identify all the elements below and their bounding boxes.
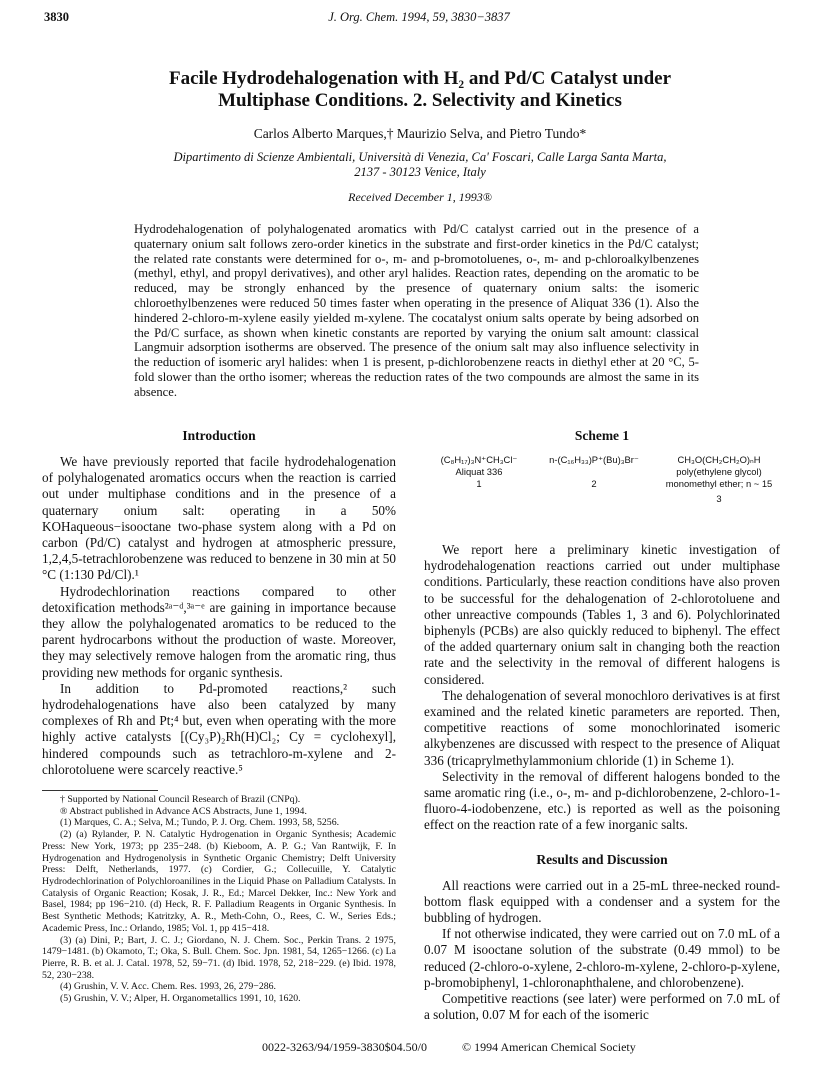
compound-1-name: Aliquat 336 [455, 466, 503, 477]
intro-paragraph-1: We have previously reported that facile hydrodehalogenation of polyhalogenated aromatics occurs when the reaction is carried out under multiphase conditions and in the presence of a quaternary onium salt: operating in a 50% KOHaqueous−isooctane two-phase system along with a Pd on carbon (Pd/C) catalyst and hydrogen at atmospheric pressure, 1,2,4,5-tetrachlorobenzene was reduced to benzene in 30 min at 50 °C (1:130 Pd/Cl).¹ [42, 454, 396, 583]
compound-3 [656, 454, 782, 505]
abstract: Hydrodehalogenation of polyhalogenated aromatics with Pd/C catalyst carried out in the presence of a quaternary onium salt follows zero-order kinetics in the substrate and first-order kinetics in the Pd/C catalyst; the related rate constants were determined for o-, m- and p-bromotoluenes, o-, m- and p-chloroalkylbenzenes (methyl, ethyl, and propyl derivatives), and other aryl halides. Reaction rates, depending on the aromatic to be reduced, may be strongly enhanced by the presence of quaternary onium salts: the isomeric chloroethylbenzenes were reduced 50 times faster when operating in the presence of Aliquat 336 (1). Also the hindered 2-chloro-m-xylene easily yielded m-xylene. The cocatalyst onium salts operate by being adsorbed on the Pd/C surface, as shown when kinetic constants are reported by varying the onium salt amount: classical Langmuir adsorption isotherms are observed. The presence of the onium salt may also influence selectivity in the reduction of isomeric aryl halides: when 1 is present, p-dichlorobenzene reacts in diethyl ether at 20 °C, 5-fold slower than the ortho isomer; whereas the reduction rates of the two compounds are almost the same in its absence. [134, 222, 699, 399]
right-column [424, 428, 780, 1023]
title-line-1: Facile Hydrodehalogenation with H₂ and Pd/C Catalyst under [168, 68, 672, 89]
results-paragraph-1: All reactions were carried out in a 25-mL three-necked round-bottom flask equipped with a condenser and a system for the bubbling of hydrogen. [424, 877, 780, 926]
journal-citation: J. Org. Chem. 1994, 59, 3830−3837 [328, 10, 510, 24]
page-number: 3830 [44, 10, 69, 24]
affiliation-line-1: Dipartimento di Scienze Ambientali, Università di Venezia, Ca' Foscari, Calle Larga Santa Marta, [173, 150, 667, 164]
footnote-ref-4: (4) Grushin, V. V. Acc. Chem. Res. 1993, 26, 279−286. [60, 981, 276, 993]
introduction-heading: Introduction [182, 428, 256, 443]
results-paragraph-2: If not otherwise indicated, they were carried out on 7.0 mL of a 0.07 M isooctane solution of the substrate (0.49 mmol) to be reduced (2-chloro-o-xylene, 2-chloro-m-xylene, 2-chloro-p-xylene, p-bromobiphenyl, 1-chloronaphthalene, and chlorobenzene). [424, 926, 780, 990]
compound-3-formula: CH₃O(CH₂CH₂O)ₙH [677, 454, 761, 465]
footnote-ref-2: (2) (a) Rylander, P. N. Catalytic Hydrogenation in Organic Synthesis; Academic Press: New York, 1973; pp 235−248. (b) Kieboom, A. P. G.; Van Rantwijk, F. In Hydrogenation and Hydrogenolysis in Synthetic Organic Chemistry; Delft University Press: Delft, Netherlands, 1977. (c) Cordier, G.; Collecuille, Y. Catalytic Hydrodechlorination of Polychloroanilines in the Liquid Phase on Palladium Catalysts. In Catalysis of Organic Reaction; Kosak, J. R., Ed.; Marcel Dekker, Inc.: New York and Basel, 1984; pp 196−210. (d) Heck, R. F. Palladium Reagents in Organic Synthesis. In Best Synthetic Methods; Katritzky, A. R., Meth-Cohn, O., Rees, C. W., Series Eds.; Academic Press, Inc.: Orlando, 1985; Vol. 1, pp 415−418. [42, 829, 396, 934]
affiliation-line-2: 2137 - 30123 Venice, Italy [354, 165, 486, 179]
affiliation [100, 150, 740, 180]
right-paragraph-1: We report here a preliminary kinetic investigation of hydrodehalogenation reactions carried out under multiphase conditions. Particularly, these reaction conditions have also proven to be successful for the dehalogenation of 2-chlorotoluene and other unreactive compounds (Tables 1, 3 and 6). Polychlorinated biphenyls (PCBs) are also quickly reduced to biphenyl. The effect of the added quarternary onium salt in changing both the reaction rate and the selectivity in the removal of different halogens is considered. [424, 542, 780, 687]
intro-paragraph-3: In addition to Pd-promoted reactions,² such hydrodehalogenations have also been catalyzed by many complexes of Rh and Pt;⁴ but, even when operating with the more highly active catalysts [(Cy₃P)₂Rh(H)Cl₂; Cy = cyclohexyl], hindered compounds such as tetrachloro-m-xylene and 2-chlorotoluene were scarcely reactive.⁵ [42, 680, 396, 777]
footnote-ref-5: (5) Grushin, V. V.; Alper, H. Organometallics 1991, 10, 1620. [60, 993, 301, 1005]
compound-2-formula: n-(C₁₆H₃₃)P⁺(Bu)₃Br⁻ [549, 454, 639, 465]
running-header [44, 10, 794, 26]
footnote-funding: † Supported by National Council Research of Brazil (CNPq). [60, 794, 301, 806]
article-title [60, 68, 780, 112]
compound-1-number: 1 [476, 478, 482, 489]
author-list: Carlos Alberto Marques,† Maurizio Selva, and Pietro Tundo* [253, 126, 587, 141]
footnote-rule [42, 790, 158, 791]
compound-1 [420, 454, 538, 490]
compound-3-name-1: poly(ethylene glycol) [676, 466, 762, 477]
compound-3-name-2: monomethyl ether; n ~ 15 [665, 478, 773, 489]
footnote-abstract: ® Abstract published in Advance ACS Abstracts, June 1, 1994. [60, 805, 307, 817]
scheme-heading: Scheme 1 [574, 428, 630, 443]
results-paragraph-3: Competitive reactions (see later) were performed on 7.0 mL of a solution, 0.07 M for each of the isomeric [424, 991, 780, 1023]
footer-copyright: © 1994 American Chemical Society [462, 1040, 636, 1054]
footnotes [42, 794, 396, 1005]
title-line-2: Multiphase Conditions. 2. Selectivity and Kinetics [218, 90, 622, 111]
footnote-ref-3: (3) (a) Dini, P.; Bart, J. C. J.; Giordano, N. J. Chem. Soc., Perkin Trans. 2 1975, 1479−1481. (b) Okamoto, T.; Oka, S. Bull. Chem. Soc. Jpn. 1981, 54, 1265−1266. (c) La Pierre, R. B. et al. J. Catal. 1978, 52, 59−71. (d) Ibid. 1978, 52, 218−229. (e) Ibid. 1978, 52, 230−238. [42, 934, 396, 981]
right-paragraph-3: Selectivity in the removal of different halogens bonded to the same aromatic ring (i.e., o-, m- and p-dichlorobenzene, 2-chloro-1-fluoro-4-iodobenzene, etc.) is reported as well as the poisoning effect on the reaction rate of a few inorganic salts. [424, 768, 780, 833]
left-column [42, 428, 396, 1005]
footer-code: 0022-3263/94/1959-3830$04.50/0 [262, 1040, 427, 1054]
scheme-1 [424, 454, 780, 534]
compound-3-number: 3 [716, 493, 722, 504]
footnote-ref-1: (1) Marques, C. A.; Selva, M.; Tundo, P. J. Org. Chem. 1993, 58, 5256. [60, 817, 340, 829]
received-date: Received December 1, 1993® [348, 190, 492, 204]
compound-2-number: 2 [591, 478, 597, 489]
compound-1-formula: (C₈H₁₇)₃N⁺CH₃Cl⁻ [440, 454, 518, 465]
results-heading: Results and Discussion [536, 851, 668, 867]
right-paragraph-2: The dehalogenation of several monochloro derivatives is at first examined and the related kinetic parameters are reported. Then, competitive reactions of some monochlorinated isomeric alkybenzenes are discussed with respect to the presence of Aliquat 336 (tricaprylmethylammonium chloride (1) in Scheme 1). [424, 687, 780, 768]
compound-2 [536, 454, 652, 490]
intro-paragraph-2: Hydrodechlorination reactions compared to other detoxification methods²ᵃ⁻ᵈ,³ᵃ⁻ᵉ are gaining in importance because they allow the polyhalogenated aromatics to be reduced to the parent hydrocarbons without the production of waste. Moreover, they may selectively remove halogen from the aromatic ring, thus providing new methods for organic synthesis. [42, 583, 396, 680]
